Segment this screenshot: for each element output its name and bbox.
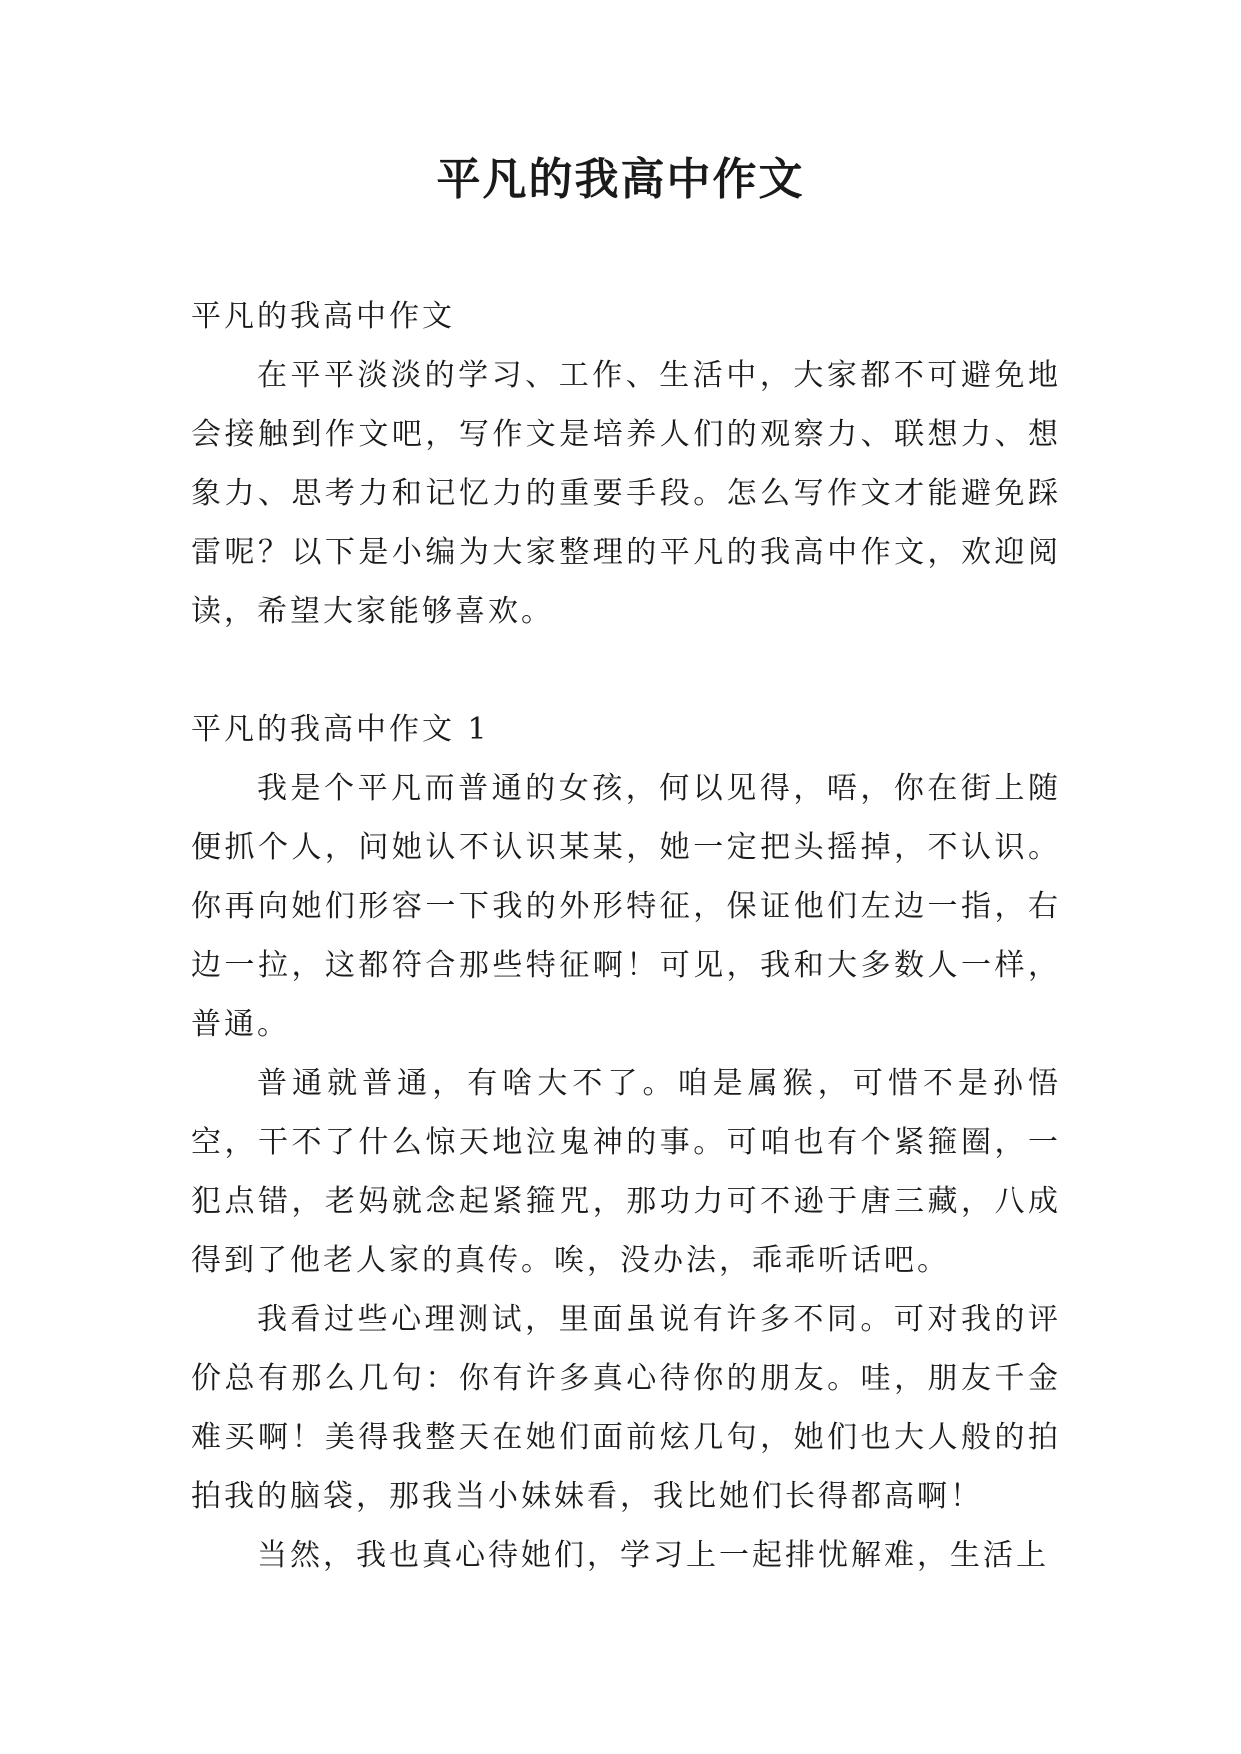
intro-heading: 平凡的我高中作文 [191, 299, 455, 334]
essay-paragraph: 当然，我也真心待她们，学习上一起排忧解难，生活上 [257, 1538, 1049, 1573]
essay-paragraph: 我是个平凡而普通的女孩，何以见得，唔，你在街上随便抓个人，问她认不认识某某，她一定把头摇掉，不认识。你再向她们形容一下我的外形特征，保证他们左边一指，右边一拉，这都符合那些特征啊！可见，我和大多数人一样，普通。 [191, 771, 1061, 1042]
section-heading: 平凡的我高中作文 1 [191, 712, 490, 747]
essay-paragraph: 我看过些心理测试，里面虽说有许多不同。可对我的评价总有那么几句：你有许多真心待你的朋友。哇，朋友千金难买啊！美得我整天在她们面前炫几句，她们也大人般的拍拍我的脑袋，那我当小妹妹看，我比她们长得都高啊！ [191, 1302, 1061, 1514]
section-spacer [191, 641, 1061, 700]
document-title: 平凡的我高中作文 [436, 154, 805, 205]
essay-paragraph: 普通就普通，有啥大不了。咱是属猴，可惜不是孙悟空，干不了什么惊天地泣鬼神的事。可咱也有个紧箍圈，一犯点错，老妈就念起紧箍咒，那功力可不逊于唐三藏，八成得到了他老人家的真传。唉，没办法，乖乖听话吧。 [191, 1066, 1061, 1278]
intro-paragraph: 在平平淡淡的学习、工作、生活中，大家都不可避免地会接触到作文吧，写作文是培养人们的观察力、联想力、想象力、思考力和记忆力的重要手段。怎么写作文才能避免踩雷呢？以下是小编为大家整理的平凡的我高中作文，欢迎阅读，希望大家能够喜欢。 [191, 358, 1061, 629]
document-body [191, 287, 1061, 1585]
